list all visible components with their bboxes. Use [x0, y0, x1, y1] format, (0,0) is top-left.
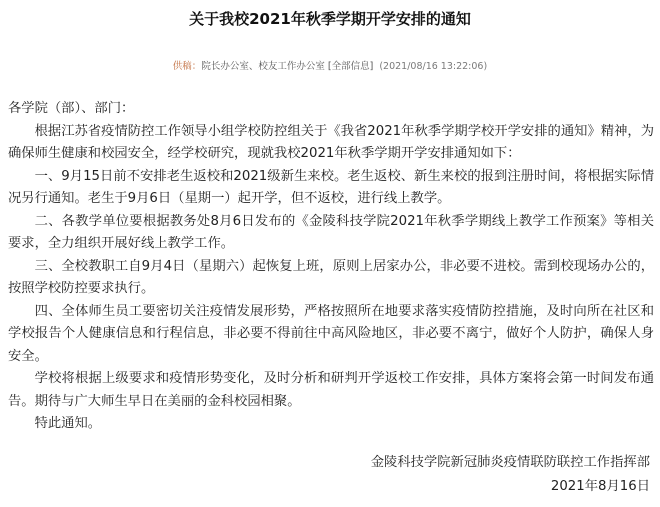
notice-body — [8, 98, 654, 436]
paragraph-intro: 根据江苏省疫情防控工作领导小组学校防控组关于《我省2021年秋季学期学校开学安排的通知》精神，为确保师生健康和校园安全，经学校研究，现就我校2021年秋季学期开学安排通知如下： — [8, 123, 654, 161]
source-label: 供稿： — [172, 61, 202, 72]
all-info-link[interactable]: [全部信息] — [327, 61, 374, 72]
signature-date: 2021年8月16日 — [550, 479, 650, 494]
paragraph-notice-end: 特此通知。 — [34, 416, 102, 431]
paragraph-item-1: 一、9月15日前不安排老生返校和2021级新生来校。老生返校、新生来校的报到注册时间，将根据实际情况另行通知。老生于9月6日（星期一）起开学，但不返校，进行线上教学。 — [8, 168, 654, 206]
paragraph-item-2: 二、各教学单位要根据教务处8月6日发布的《金陵科技学院2021年秋季学期线上教学工作预案》等相关要求，全力组织开展好线上教学工作。 — [8, 213, 654, 251]
salutation: 各学院（部）、部门： — [8, 101, 135, 116]
notice-title: 关于我校2021年秋季学期开学安排的通知 — [189, 10, 471, 28]
paragraph-item-4: 四、全体师生员工要密切关注疫情发展形势，严格按照所在地要求落实疫情防控措施，及时向所在社区和学校报告个人健康信息和行程信息，非必要不得前往中高风险地区，非必要不离宁，做好个人防护，确保人身安全。 — [8, 303, 654, 364]
signature-organization: 金陵科技学院新冠肺炎疫情联防联控工作指挥部 — [370, 455, 650, 470]
paragraph-item-3: 三、全校教职工自9月4日（星期六）起恢复上班，原则上居家办公，非必要不进校。需到校现场办公的，按照学校防控要求执行。 — [8, 258, 654, 296]
notice-meta — [0, 60, 660, 74]
paragraph-closing: 学校将根据上级要求和疫情形势变化，及时分析和研判开学返校工作安排，具体方案将会第一时间发布通告。期待与广大师生早日在美丽的金科校园相聚。 — [8, 371, 654, 409]
source-names: 院长办公室、校友工作办公室 — [201, 61, 325, 72]
publish-time: (2021/08/16 13:22:06) — [379, 61, 488, 72]
